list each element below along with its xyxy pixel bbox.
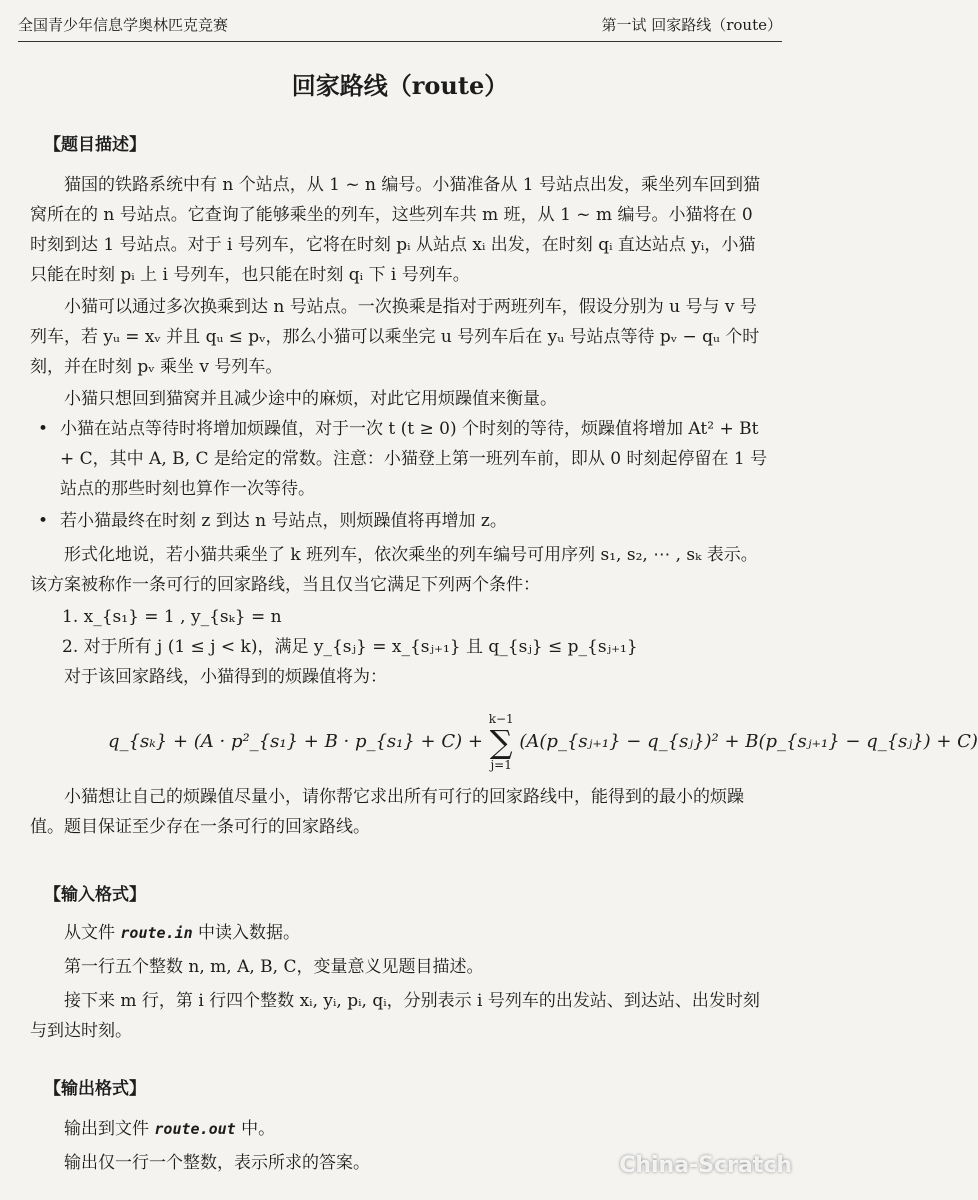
sum-block	[489, 712, 514, 772]
header-right: 第一试 回家路线（route）	[601, 16, 782, 34]
section-output-heading: 【输出格式】	[44, 1079, 146, 1099]
description-p4: 形式化地说，若小猫共乘坐了 k 班列车，依次乘坐的列车编号可用序列 s₁, s₂, ⋯ , sₖ 表示。该方案被称作一条可行的回家路线，当且仅当它满足下列两个条件：	[30, 545, 758, 595]
header-left: 全国青少年信息学奥林匹克竞赛	[18, 16, 229, 34]
condition-1: 1. x_{s₁} = 1 , y_{sₖ} = n	[62, 607, 282, 627]
page-title: 回家路线（route）	[291, 71, 509, 100]
description-p2: 小猫可以通过多次换乘到达 n 号站点。一次换乘是指对于两班列车，假设分别为 u 号与 v 号列车，若 yᵤ = xᵥ 并且 qᵤ ≤ pᵥ，那么小猫可以乘坐完 u 号列车后在 yᵤ 号站点等待 pᵥ − qᵤ 个时刻，并在时刻 pᵥ 乘坐 v 号列车。	[30, 297, 760, 377]
watermark: China-Scratch	[619, 1153, 792, 1178]
section-description-heading: 【题目描述】	[44, 135, 146, 155]
description-p1: 猫国的铁路系统中有 n 个站点，从 1 ~ n 编号。小猫准备从 1 号站点出发，乘坐列车回到猫窝所在的 n 号站点。它查询了能够乘坐的列车，这些列车共 m 班，从 1 ~ m 编号。小猫将在 0 时刻到达 1 号站点。对于 i 号列车，它将在时刻 pᵢ 从站点 xᵢ 出发，在时刻 qᵢ 直达站点 yᵢ，小猫只能在时刻 pᵢ 上 i 号列车，也只能在时刻 qᵢ 下 i 号列车。	[30, 175, 761, 285]
bullet-wait: • 小猫在站点等待时将增加烦躁值，对于一次 t (t ≥ 0) 个时刻的等待，烦躁值将增加 At² + Bt + C，其中 A, B, C 是给定的常数。注意：小猫登上第一班列车前，即从 0 时刻起停留在 1 号站点的那些时刻也算作一次等待。	[60, 414, 770, 504]
output-line-1	[30, 1114, 770, 1144]
input-line-1-pre: 从文件	[64, 923, 121, 943]
bullet-arrive: • 若小猫最终在时刻 z 到达 n 号站点，则烦躁值将再增加 z。	[60, 506, 770, 536]
input-line-1-post: 中读入数据。	[192, 923, 301, 943]
output-line-2: 输出仅一行一个整数，表示所求的答案。	[64, 1153, 370, 1173]
section-input-heading: 【输入格式】	[44, 885, 146, 905]
input-filename: route.in	[120, 924, 193, 942]
condition-2: 2. 对于所有 j (1 ≤ j < k)，满足 y_{sⱼ} = x_{sⱼ₊₁} 且 q_{sⱼ} ≤ p_{sⱼ₊₁}	[62, 637, 638, 657]
output-filename: route.out	[154, 1120, 236, 1138]
description-p5: 对于该回家路线，小猫得到的烦躁值将为：	[64, 667, 387, 687]
page-header	[18, 14, 782, 42]
formula-right: (A(p_{sⱼ₊₁} − q_{sⱼ})² + B(p_{sⱼ₊₁} − q_{sⱼ}) + C)	[519, 731, 978, 752]
description-p3: 小猫只想回到猫窝并且减少途中的麻烦，对此它用烦躁值来衡量。	[64, 389, 557, 409]
input-line-2: 第一行五个整数 n, m, A, B, C，变量意义见题目描述。	[64, 957, 484, 977]
output-line-1-pre: 输出到文件	[64, 1119, 155, 1139]
input-line-3: 接下来 m 行，第 i 行四个整数 xᵢ, yᵢ, pᵢ, qᵢ，分别表示 i 号列车的出发站、到达站、出发时刻与到达时刻。	[30, 991, 760, 1041]
sum-lower: j=1	[490, 758, 512, 772]
description-p6: 小猫想让自己的烦躁值尽量小，请你帮它求出所有可行的回家路线中，能得到的最小的烦躁值。题目保证至少存在一条可行的回家路线。	[30, 787, 744, 837]
input-line-1	[30, 918, 770, 948]
cost-formula	[108, 712, 978, 772]
formula-left: q_{sₖ} + (A · p²_{s₁} + B · p_{s₁} + C) +	[108, 731, 489, 752]
sum-upper: k−1	[488, 712, 514, 726]
sum-symbol: ∑	[489, 723, 513, 761]
output-line-1-post: 中。	[235, 1119, 276, 1139]
